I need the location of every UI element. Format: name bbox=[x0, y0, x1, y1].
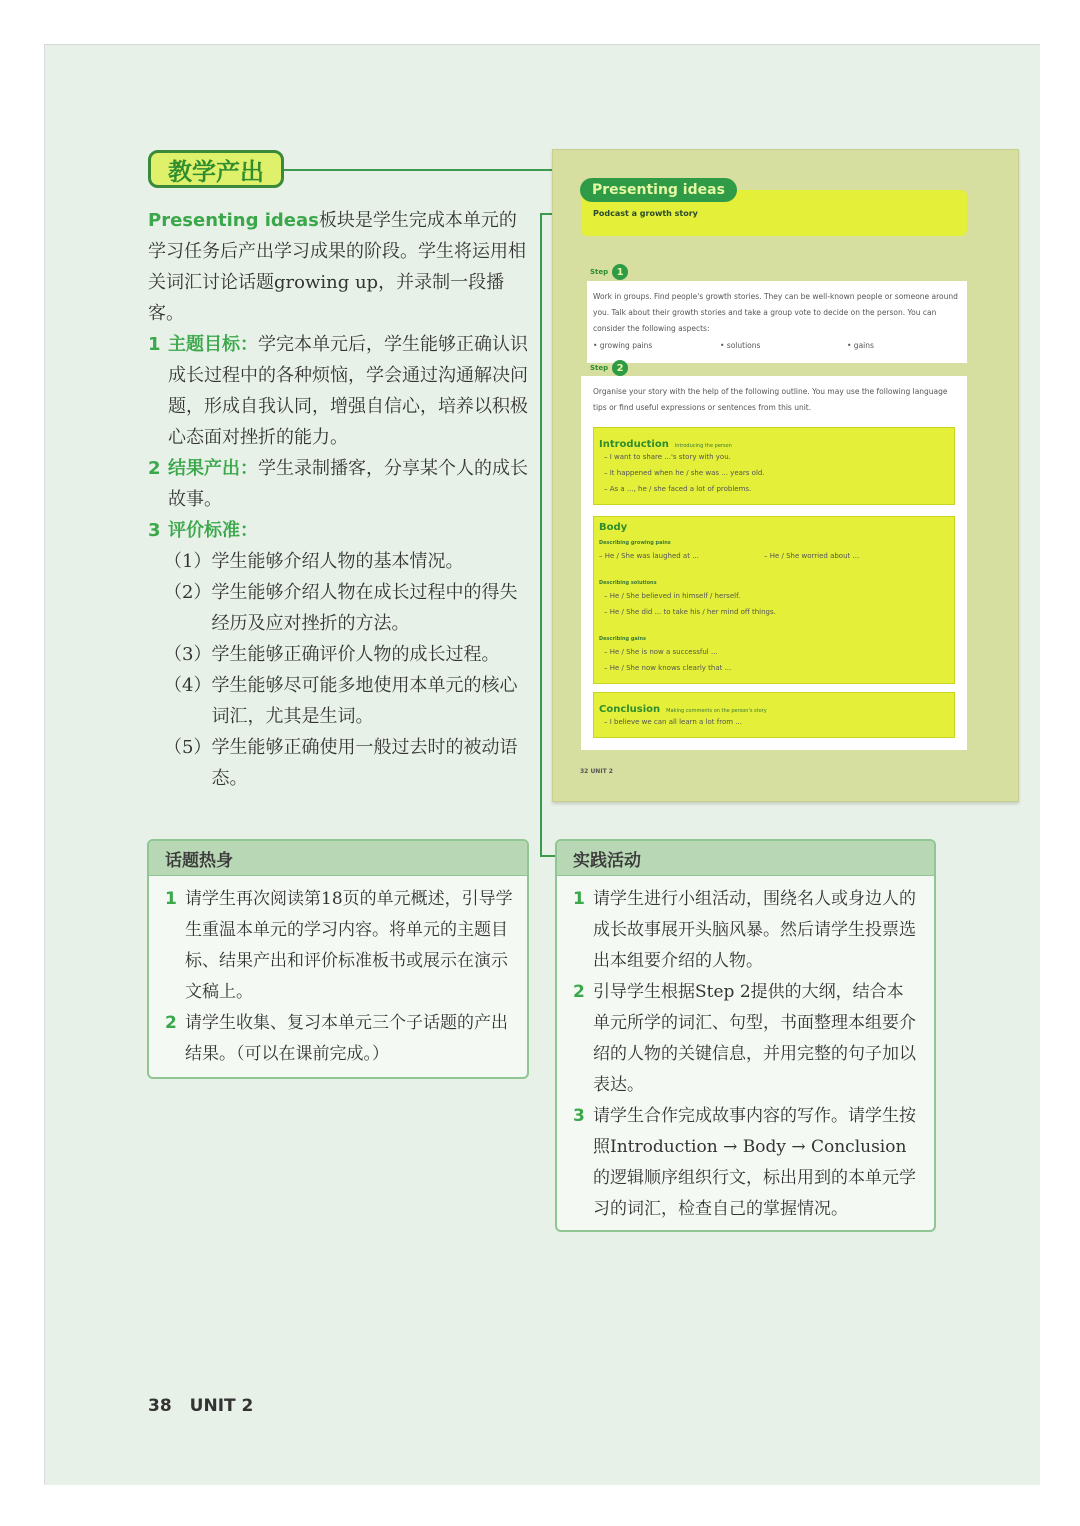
criteria-text: 学生能够介绍人物的基本情况。 bbox=[211, 551, 464, 572]
warmup-content bbox=[149, 876, 527, 1070]
practice-box bbox=[555, 839, 936, 1232]
list-item bbox=[573, 884, 920, 977]
list-item bbox=[165, 1008, 513, 1070]
criteria-item bbox=[148, 577, 534, 639]
textbook-subheading: Podcast a growth story bbox=[593, 209, 698, 218]
list-item bbox=[573, 977, 920, 1101]
criteria-item bbox=[148, 732, 534, 794]
page-number: 38 bbox=[148, 1396, 172, 1416]
criteria-number: （1） bbox=[164, 551, 212, 572]
outline-box-title: Conclusion bbox=[599, 704, 661, 715]
list-item bbox=[573, 1101, 920, 1225]
practice-title: 实践活动 bbox=[557, 841, 934, 876]
item-number: 1 bbox=[165, 889, 177, 909]
goal-text: 学完本单元后，学生能够正确认识成长过程中的各种烦恼，学会通过沟通解决问题，形成自我认同，增强自信心，培养以积极心态面对挫折的能力。 bbox=[168, 334, 528, 448]
goal-label: 评价标准： bbox=[168, 520, 258, 541]
item-number: 3 bbox=[573, 1106, 585, 1126]
goal-text: 学生录制播客，分享某个人的成长故事。 bbox=[168, 458, 528, 510]
outline-box-title: Body bbox=[599, 522, 628, 533]
goal-label: 结果产出： bbox=[168, 458, 258, 479]
criteria-number: （2） bbox=[164, 582, 212, 603]
step-1-text: Work in groups. Find people's growth stories. They can be well-known people or someone around you. Talk about their growth stories and take a group vote to decide on the person. You can consider the following aspects: bbox=[593, 292, 958, 333]
intro-paragraph bbox=[148, 205, 534, 329]
outline-caption: Describing growing pains bbox=[599, 540, 671, 546]
item-number: 2 bbox=[165, 1013, 177, 1033]
outline-line: – He / She is now a successful ... bbox=[604, 648, 718, 656]
outline-introduction-box bbox=[593, 427, 955, 505]
goal-label: 主题目标： bbox=[168, 334, 258, 355]
outline-line: – He / She worried about ... bbox=[764, 552, 860, 560]
criteria-text: 学生能够正确使用一般过去时的被动语态。 bbox=[211, 737, 518, 789]
page-footer bbox=[148, 1396, 253, 1416]
outline-caption: Describing solutions bbox=[599, 580, 657, 586]
outline-caption: Describing gains bbox=[599, 636, 647, 642]
item-text: 请学生合作完成故事内容的写作。请学生按照Introduction → Body → Conclusion的逻辑顺序组织行文，标出用到的本单元学习的词汇，检查自己的掌握情况。 bbox=[593, 1106, 916, 1219]
step-number: 1 bbox=[612, 264, 628, 280]
goal-number: 2 bbox=[148, 458, 161, 479]
outline-line: – He / She believed in himself / herself. bbox=[604, 592, 741, 600]
goal-item bbox=[148, 453, 534, 515]
outline-line: – It happened when he / she was ... years old. bbox=[604, 469, 765, 477]
item-text: 请学生收集、复习本单元三个子话题的产出结果。（可以在课前完成。） bbox=[185, 1013, 508, 1064]
connector-line bbox=[284, 169, 570, 171]
item-number: 1 bbox=[573, 889, 585, 909]
outline-line: – I want to share ...'s story with you. bbox=[604, 453, 731, 461]
step-2-text: Organise your story with the help of the following outline. You may use the following language tips or find useful expressions or sentences from this unit. bbox=[593, 387, 948, 412]
outline-box-hint: Introducing the person bbox=[674, 443, 732, 449]
step-1-bullet: • gains bbox=[847, 341, 874, 350]
step-1-tag bbox=[590, 264, 628, 280]
outline-conclusion-box bbox=[593, 692, 955, 738]
goal-item bbox=[148, 329, 534, 453]
outline-line: – I believe we can all learn a lot from ... bbox=[604, 718, 742, 726]
outline-box-hint: Making comments on the person's story bbox=[666, 708, 767, 714]
criteria-text: 学生能够介绍人物在成长过程中的得失经历及应对挫折的方法。 bbox=[211, 582, 518, 634]
outline-box-title: Introduction bbox=[599, 439, 669, 450]
goal-number: 3 bbox=[148, 520, 161, 541]
goal-item bbox=[148, 515, 534, 546]
outline-line: – He / She did ... to take his / her mind off things. bbox=[604, 608, 776, 616]
criteria-number: （5） bbox=[164, 737, 212, 758]
left-column bbox=[148, 205, 534, 794]
criteria-text: 学生能够正确评价人物的成长过程。 bbox=[211, 644, 500, 665]
step-label: Step bbox=[590, 268, 609, 276]
warmup-title: 话题热身 bbox=[149, 841, 527, 876]
intro-text: 板块是学生完成本单元的学习任务后产出学习成果的阶段。学生将运用相关词汇讨论话题growing up，并录制一段播客。 bbox=[148, 210, 526, 324]
unit-label: UNIT 2 bbox=[189, 1396, 254, 1416]
criteria-item bbox=[148, 670, 534, 732]
outline-line: – He / She now knows clearly that ... bbox=[604, 664, 732, 672]
intro-lead: Presenting ideas bbox=[148, 210, 319, 231]
outline-body-box bbox=[593, 516, 955, 684]
criteria-item bbox=[148, 546, 534, 577]
step-1-bullet: • solutions bbox=[720, 341, 761, 350]
goal-number: 1 bbox=[148, 334, 161, 355]
item-text: 请学生进行小组活动，围绕名人或身边人的成长故事展开头脑风暴。然后请学生投票选出本组要介绍的人物。 bbox=[593, 889, 916, 971]
textbook-heading: Presenting ideas bbox=[580, 178, 737, 202]
criteria-item bbox=[148, 639, 534, 670]
connector-line bbox=[540, 855, 556, 857]
item-number: 2 bbox=[573, 982, 585, 1002]
section-title: 教学产出 bbox=[148, 150, 284, 188]
step-1-card bbox=[587, 281, 967, 363]
item-text: 请学生再次阅读第18页的单元概述，引导学生重温本单元的学习内容。将单元的主题目标、结果产出和评价标准板书或展示在演示文稿上。 bbox=[185, 889, 513, 1002]
criteria-text: 学生能够尽可能多地使用本单元的核心词汇，尤其是生词。 bbox=[211, 675, 518, 727]
step-label: Step bbox=[590, 364, 609, 372]
outline-line: – As a ..., he / she faced a lot of problems. bbox=[604, 485, 752, 493]
warmup-box bbox=[147, 839, 529, 1079]
list-item bbox=[165, 884, 513, 1008]
step-2-tag bbox=[590, 360, 628, 376]
textbook-page-footer: 32 UNIT 2 bbox=[580, 768, 613, 775]
criteria-number: （4） bbox=[164, 675, 212, 696]
connector-line bbox=[540, 213, 542, 856]
step-number: 2 bbox=[612, 360, 628, 376]
step-1-bullet: • growing pains bbox=[593, 341, 653, 350]
criteria-number: （3） bbox=[164, 644, 212, 665]
outline-line: – He / She was laughed at ... bbox=[599, 552, 699, 560]
item-text: 引导学生根据Step 2提供的大纲，结合本单元所学的词汇、句型，书面整理本组要介绍的人物的关键信息，并用完整的句子加以表达。 bbox=[593, 982, 916, 1095]
practice-content bbox=[557, 876, 934, 1225]
